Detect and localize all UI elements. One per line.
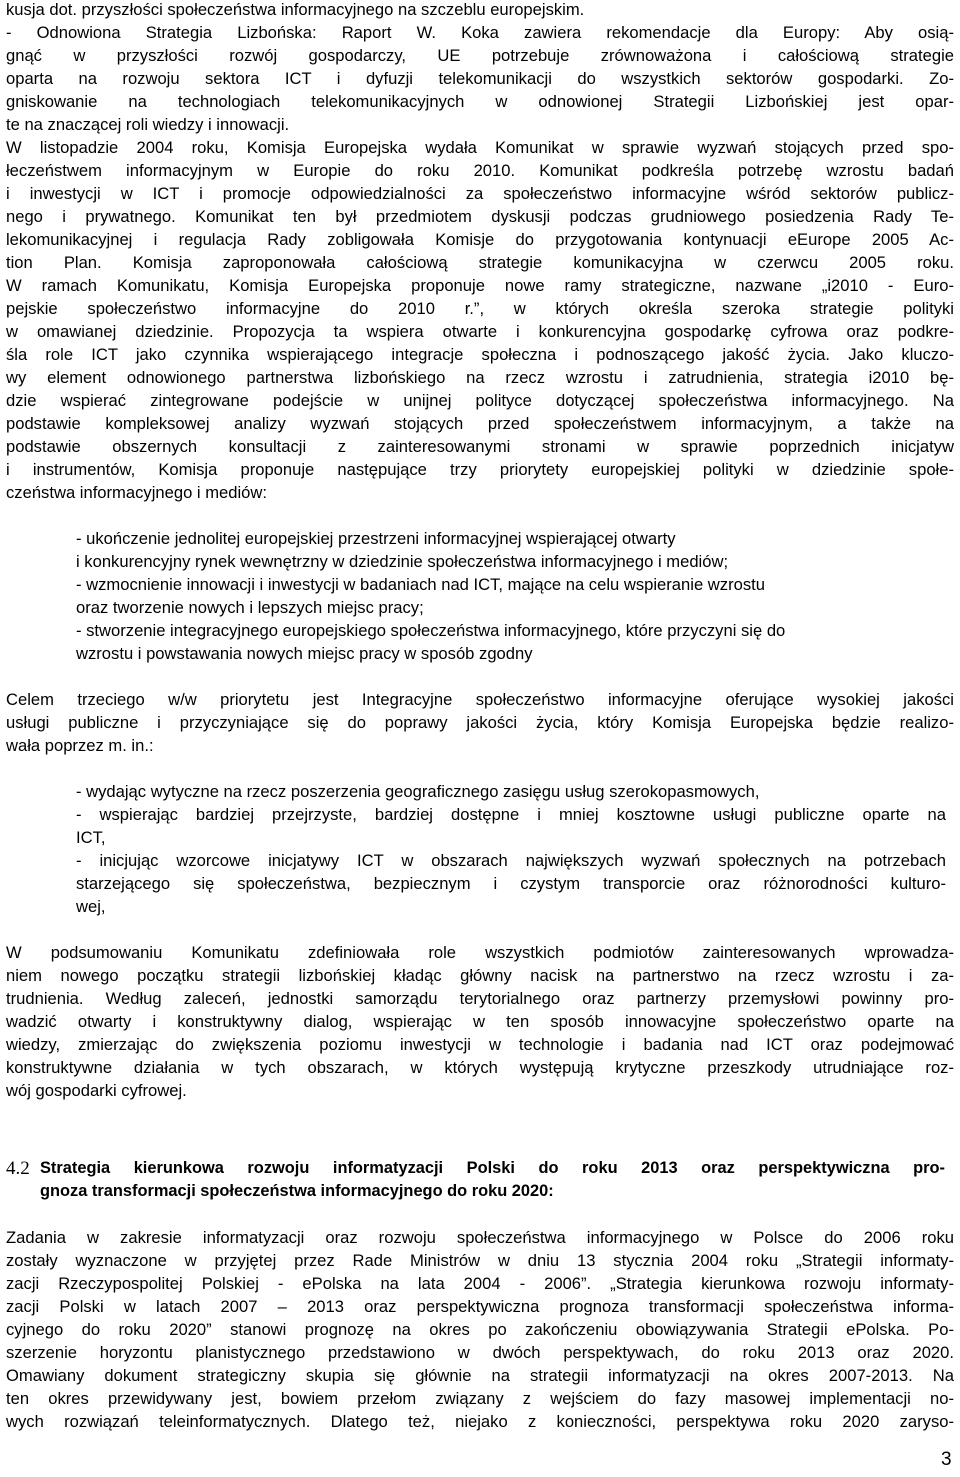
text-line: szerzenie horyzontu planistycznego przedstawiono w dwóch perspektywach, do roku 2013 oraz 2020.	[6, 1343, 954, 1362]
list-item: - wydając wytyczne na rzecz poszerzenia geograficznego zasięgu usług szerokopasmowych,	[76, 782, 760, 801]
text-line: niem nowego początku strategii lizbońskiej kładąc główny nacisk na partnerstwo na rzecz wzrostu i za-	[6, 966, 954, 985]
section-title-line: Strategia kierunkowa rozwoju informatyzacji Polski do roku 2013 oraz perspektywiczna pro-	[40, 1159, 945, 1177]
text-line: pejskie społeczeństwo informacyjne do 2010 r.”, w których określa szeroka strategie polityki	[6, 299, 954, 318]
text-line: śla role ICT jako czynnika wspierającego integracje społeczna i podnoszącego jakość życia. Jako kluczo-	[6, 345, 954, 364]
text-line: zostały wyznaczone w przyjętej przez Rade Ministrów w dniu 13 stycznia 2004 roku „Strategii informaty-	[6, 1251, 954, 1270]
text-line: konstruktywne działania w tych obszarach, w których występują krytyczne przeszkody utrudniające roz-	[6, 1058, 954, 1077]
text-line: W ramach Komunikatu, Komisja Europejska proponuje nowe ramy strategiczne, nazwane „i2010 - Euro-	[6, 276, 954, 295]
text-line: Celem trzeciego w/w priorytetu jest Integracyjne społeczeństwo informacyjne oferujące wysokiej jakości	[6, 690, 954, 709]
section-title-line: gnoza transformacji społeczeństwa informacyjnego do roku 2020:	[40, 1182, 554, 1200]
text-line: wych rozwiązań teleinformatycznych. Dlatego też, niejako z konieczności, perspektywa roku 2020 zaryso-	[6, 1412, 954, 1431]
text-line: Omawiany dokument strategiczny skupia się głównie na strategii informatyzacji na okres 2007-2013. Na	[6, 1366, 954, 1385]
text-line: zacji Polski w latach 2007 – 2013 oraz perspektywiczna prognoza transformacji społeczeństwa informa-	[6, 1297, 954, 1316]
text-line: dzie wspierać zintegrowane podejście w unijnej polityce dotyczącej społeczeństwa informacyjnego. Na	[6, 391, 954, 410]
text-line: wy element odnowionego partnerstwa lizbońskiego na rzecz wzrostu i zatrudnienia, strategia i2010 bę-	[6, 368, 954, 387]
list-item: starzejącego się społeczeństwa, bezpiecznym i czystym transporcie oraz różnorodności kulturo-	[76, 874, 946, 893]
text-line: trudnienia. Według zaleceń, jednostki samorządu terytorialnego oraz partnerzy przemysłowi powinny pro-	[6, 989, 954, 1008]
text-line: usługi publiczne i przyczyniające się do poprawy jakości życia, który Komisja Europejska będzie realizo-	[6, 713, 954, 732]
list-item: i konkurencyjny rynek wewnętrzny w dziedzinie społeczeństwa informacyjnego i mediów;	[76, 552, 729, 571]
text-line: tion Plan. Komisja zaproponowała całościową strategie komunikacyjna w czerwcu 2005 roku.	[6, 253, 954, 272]
text-line: - Odnowiona Strategia Lizbońska: Raport W. Koka zawiera rekomendacje dla Europy: Aby osią-	[6, 23, 954, 42]
text-line: wała poprzez m. in.:	[6, 736, 154, 755]
list-item: - wzmocnienie innowacji i inwestycji w badaniach nad ICT, mające na celu wspieranie wzrostu	[76, 575, 765, 594]
text-line: nego i prywatnego. Komunikat ten był przedmiotem dyskusji podczas grudniowego posiedzenia Rady Te-	[6, 207, 954, 226]
text-line: i instrumentów, Komisja proponuje następujące trzy priorytety europejskiej polityki w dziedzinie społe-	[6, 460, 954, 479]
list-item: wej,	[76, 897, 106, 916]
text-line: W podsumowaniu Komunikatu zdefiniowała role wszystkich podmiotów zainteresowanych wprowadza-	[6, 943, 954, 962]
text-line: gnąć w przyszłości rozwój gospodarczy, UE potrzebuje zrównoważona i całościową strategie	[6, 46, 954, 65]
list-item: - stworzenie integracyjnego europejskiego społeczeństwa informacyjnego, które przyczyni się do	[76, 621, 786, 640]
text-line: Zadania w zakresie informatyzacji oraz rozwoju społeczeństwa informacyjnego w Polsce do 2006 roku	[6, 1228, 954, 1247]
text-line: oparta na rozwoju sektora ICT i dyfuzji telekomunikacji do wszystkich sektorów gospodarki. Zo-	[6, 69, 954, 88]
text-line: lekomunikacyjnej i regulacja Rady zobligowała Komisje do przygotowania kontynuacji eEurope 2005 Ac-	[6, 230, 954, 249]
text-line: i inwestycji w ICT i promocje odpowiedzialności za społeczeństwo informacyjne wśród sektorów publicz-	[6, 184, 954, 203]
list-item: ICT,	[76, 828, 106, 847]
text-line: łeczeństwem informacyjnym w Europie do roku 2010. Komunikat podkreśla potrzebę wzrostu badań	[6, 161, 954, 180]
text-line: zacji Rzeczypospolitej Polskiej - ePolska na lata 2004 - 2006”. „Strategia kierunkowa rozwoju informaty-	[6, 1274, 954, 1293]
text-line: w omawianej dziedzinie. Propozycja ta wspiera otwarte i konkurencyjna gospodarkę cyfrowa oraz podkre-	[6, 322, 954, 341]
list-item: - inicjując wzorcowe inicjatywy ICT w obszarach największych wyzwań społecznych na potrzebach	[76, 851, 946, 870]
list-item: - ukończenie jednolitej europejskiej przestrzeni informacyjnej wspierającej otwarty	[76, 529, 676, 548]
text-line: W listopadzie 2004 roku, Komisja Europejska wydała Komunikat w sprawie wyzwań stojących przed spo-	[6, 138, 954, 157]
text-line: cyjnego do roku 2020” stanowi prognozę na okres po zakończeniu obowiązywania Strategii ePolska. Po-	[6, 1320, 954, 1339]
text-line: czeństwa informacyjnego i mediów:	[6, 483, 268, 502]
section-number: 4.2	[6, 1158, 30, 1179]
text-line: wadzić otwarty i konstruktywny dialog, wspierając w ten sposób innowacyjne społeczeństwo oparte na	[6, 1012, 954, 1031]
page-number: 3	[941, 1449, 952, 1470]
list-item: wzrostu i powstawania nowych miejsc pracy w sposób zgodny	[76, 644, 533, 663]
text-line: gniskowanie na technologiach telekomunikacyjnych w odnowionej Strategii Lizbońskiej jest opar-	[6, 92, 954, 111]
list-item: - wspierając bardziej przejrzyste, bardziej dostępne i mniej kosztowne usługi publiczne oparte na	[76, 805, 946, 824]
text-line: kusja dot. przyszłości społeczeństwa informacyjnego na szczeblu europejskim.	[6, 0, 585, 19]
text-line: podstawie obszernych konsultacji z zainteresowanymi stronami w sprawie poprzednich inicjatyw	[6, 437, 954, 456]
text-line: ten okres przewidywany jest, bowiem przełom związany z wejściem do fazy masowej implementacji no-	[6, 1389, 954, 1408]
text-line: podstawie kompleksowej analizy wyzwań stojących przed społeczeństwem informacyjnym, a także na	[6, 414, 954, 433]
list-item: oraz tworzenie nowych i lepszych miejsc pracy;	[76, 598, 424, 617]
text-line: wiedzy, zmierzając do zwiększenia poziomu inwestycji w technologie i badania nad ICT oraz podejmować	[6, 1035, 954, 1054]
text-line: te na znaczącej roli wiedzy i innowacji.	[6, 115, 290, 134]
text-line: wój gospodarki cyfrowej.	[6, 1081, 187, 1100]
